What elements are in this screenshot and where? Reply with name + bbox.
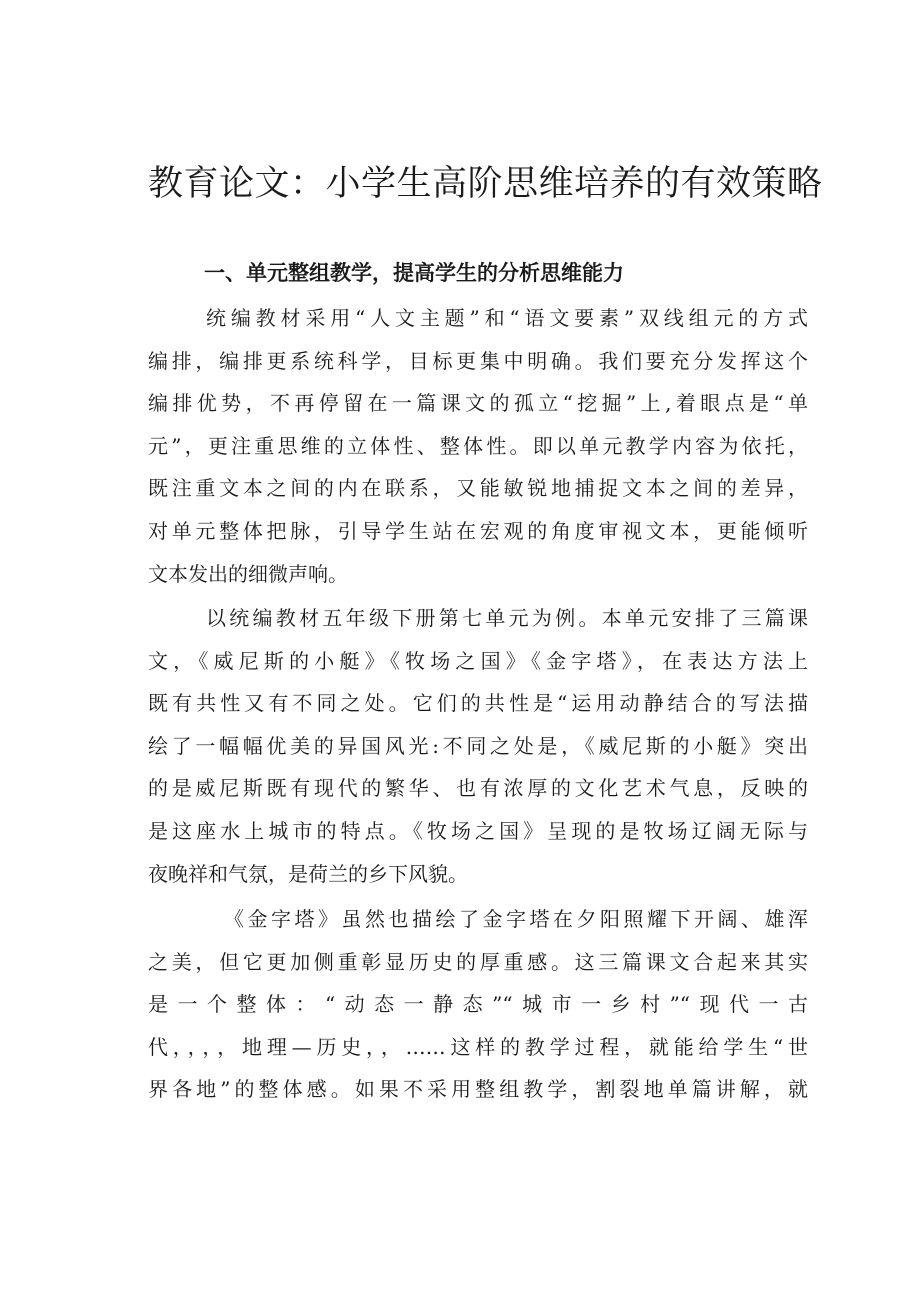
paragraph-line: 之美，但它更加侧重彰显历史的厚重感。这三篇课文合起来其实 (148, 949, 808, 974)
paragraph-line: 对单元整体把脉，引导学生站在宏观的角度审视文本，更能倾听 (148, 518, 808, 543)
paragraph-line: 夜晚祥和气氛，是荷兰的乡下风貌。 (148, 861, 468, 886)
paragraph-2 (148, 597, 808, 895)
paragraph-3 (148, 898, 808, 1111)
paragraph-line: 界各地”的整体感。如果不采用整组教学，割裂地单篇讲解，就 (148, 1077, 808, 1102)
document-title: 教育论文：小学生高阶思维培养的有效策略 (148, 164, 823, 204)
paragraph-line: 是这座水上城市的特点。《牧场之国》呈现的是牧场辽阔无际与 (148, 818, 808, 843)
paragraph-line: 既注重文本之间的内在联系，又能敏锐地捕捉文本之间的差异， (148, 476, 808, 501)
paragraph-line: 绘了一幅幅优美的异国风光:不同之处是，《威尼斯的小艇》突出 (148, 733, 808, 758)
paragraph-line: 文本发出的细微声响。 (148, 561, 348, 586)
paragraph-line: 的是威尼斯既有现代的繁华、也有浓厚的文化艺术气息，反映的 (148, 776, 808, 801)
paragraph-line: 以统编教材五年级下册第七单元为例。本单元安排了三篇课 (206, 606, 808, 630)
section-heading: 一、单元整组教学，提高学生的分析思维能力 (204, 261, 624, 285)
paragraph-line: 统编教材采用“人文主题”和“语文要素”双线组元的方式 (206, 306, 808, 330)
paragraph-line: 是一个整体：“动态一静态”“城市一乡村”“现代一古 (148, 992, 808, 1017)
paragraph-line: 代，，，，地理—历史，，……这样的教学过程，就能给学生“世 (148, 1034, 808, 1059)
paragraph-1 (148, 297, 808, 595)
paragraph-line: 元”，更注重思维的立体性、整体性。即以单元教学内容为依托， (148, 433, 808, 458)
paragraph-line: 既有共性又有不同之处。它们的共性是“运用动静结合的写法描 (148, 691, 808, 716)
paragraph-line: 文，《威尼斯的小艇》《牧场之国》《金字塔》，在表达方法上 (148, 648, 808, 673)
paragraph-line: 《金字塔》虽然也描绘了金字塔在夕阳照耀下开阔、雄浑 (224, 907, 808, 931)
paragraph-line: 编排优势，不再停留在一篇课文的孤立“挖掘”上,着眼点是“单 (148, 391, 808, 416)
paragraph-line: 编排，编排更系统科学，目标更集中明确。我们要充分发挥这个 (148, 348, 808, 373)
